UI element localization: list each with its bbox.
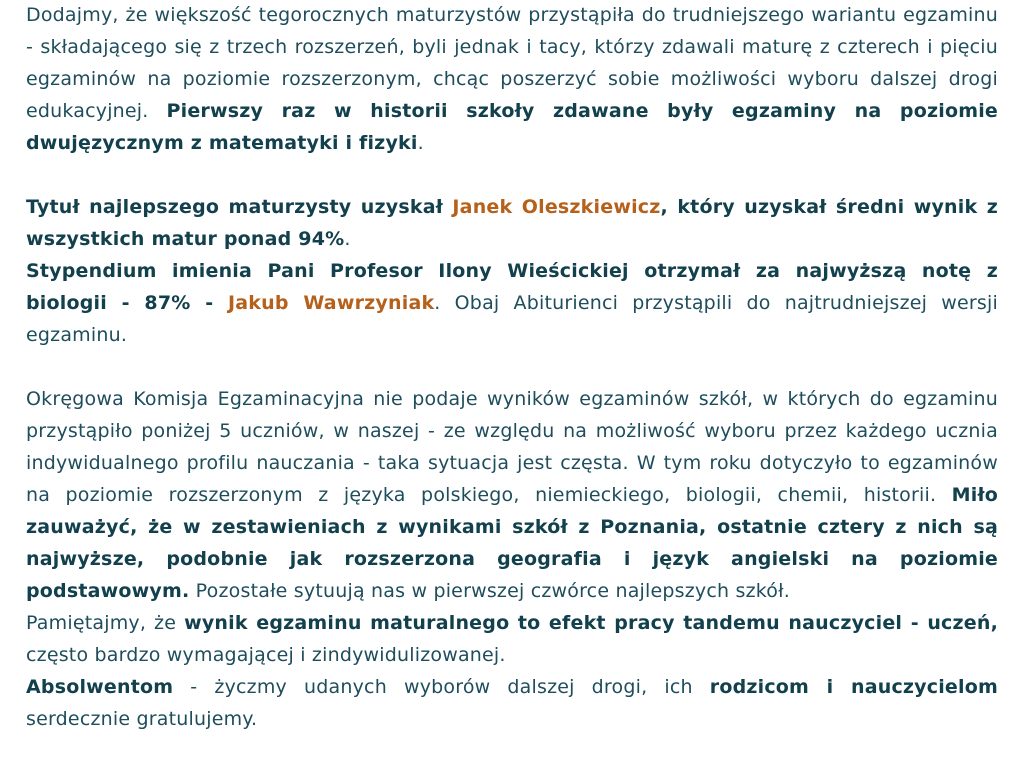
bold-text: Tytuł najlepszego maturzysty uzyskał — [26, 196, 453, 218]
paragraph-gap — [26, 159, 998, 191]
text: Pamiętajmy, że — [26, 612, 185, 634]
paragraph-scholarship — [26, 255, 998, 351]
paragraph-congratulations — [26, 671, 998, 735]
bold-text: wynik egzaminu maturalnego to efekt pracy tandemu nauczyciel - uczeń, — [184, 612, 998, 634]
text: serdecznie gratulujemy. — [26, 708, 258, 730]
bold-text: , który uzyskał średni wynik z wszystkich matur ponad 94% — [26, 196, 999, 250]
text: . Obaj Abiturienci przystąpili do najtrudniejszej wersji egzaminu. — [26, 292, 998, 346]
text: Okręgowa Komisja Egzaminacyjna nie podaje wyników egzaminów szkół, w których do egzaminu przystąpiło poniżej 5 uczniów, w naszej - ze względu na możliwość wyboru przez każdego ucznia indywidualnego profilu nauczania - taka sytuacja jest częsta. W tym roku dotyczyło to egzaminów na poziomie rozszerzonym z języka polskiego, niemieckiego, biologii, chemii, historii. — [26, 388, 998, 506]
highlight-name: Janek Oleszkiewicz — [452, 196, 661, 218]
text: - życzmy udanych wyborów dalszej drogi, ich — [173, 676, 710, 698]
article-body — [26, 0, 998, 735]
bold-text: Pierwszy raz w historii szkoły zdawane były egzaminy na poziomie dwujęzycznym z matematyki i fizyki — [26, 100, 998, 154]
text: często bardzo wymagającej i zindywidulizowanej. — [26, 644, 506, 666]
text: . — [417, 132, 424, 154]
bold-text: rodzicom i nauczycielom — [709, 676, 998, 698]
paragraph-oke-results — [26, 383, 998, 607]
paragraph-tandem — [26, 607, 998, 671]
text: Pozostałe sytuują nas w pierwszej czwórce najlepszych szkół. — [189, 580, 790, 602]
paragraph-exam-variants — [26, 0, 998, 159]
text: . — [344, 228, 351, 250]
paragraph-gap — [26, 351, 998, 383]
bold-text: Stypendium imienia Pani Profesor Ilony Wieścickiej otrzymał za najwyższą notę z biologii - 87% - — [26, 260, 998, 314]
bold-text: Absolwentom — [26, 676, 174, 698]
highlight-name: Jakub Wawrzyniak — [227, 292, 435, 314]
bold-text: Miło zauważyć, że w zestawieniach z wynikami szkół z Poznania, ostatnie cztery z nich są najwyższe, podobnie jak rozszerzona geografia i język angielski na poziomie podstawowym. — [26, 484, 998, 602]
text: Dodajmy, że większość tegorocznych maturzystów przystąpiła do trudniejszego wariantu egzaminu - składającego się z trzech rozszerzeń, byli jednak i tacy, którzy zdawali maturę z czterech i pięciu egzaminów na poziomie rozszerzonym, chcąc poszerzyć sobie możliwości wyboru dalszej drogi edukacyjnej. — [26, 4, 998, 122]
paragraph-best-graduate — [26, 191, 998, 255]
